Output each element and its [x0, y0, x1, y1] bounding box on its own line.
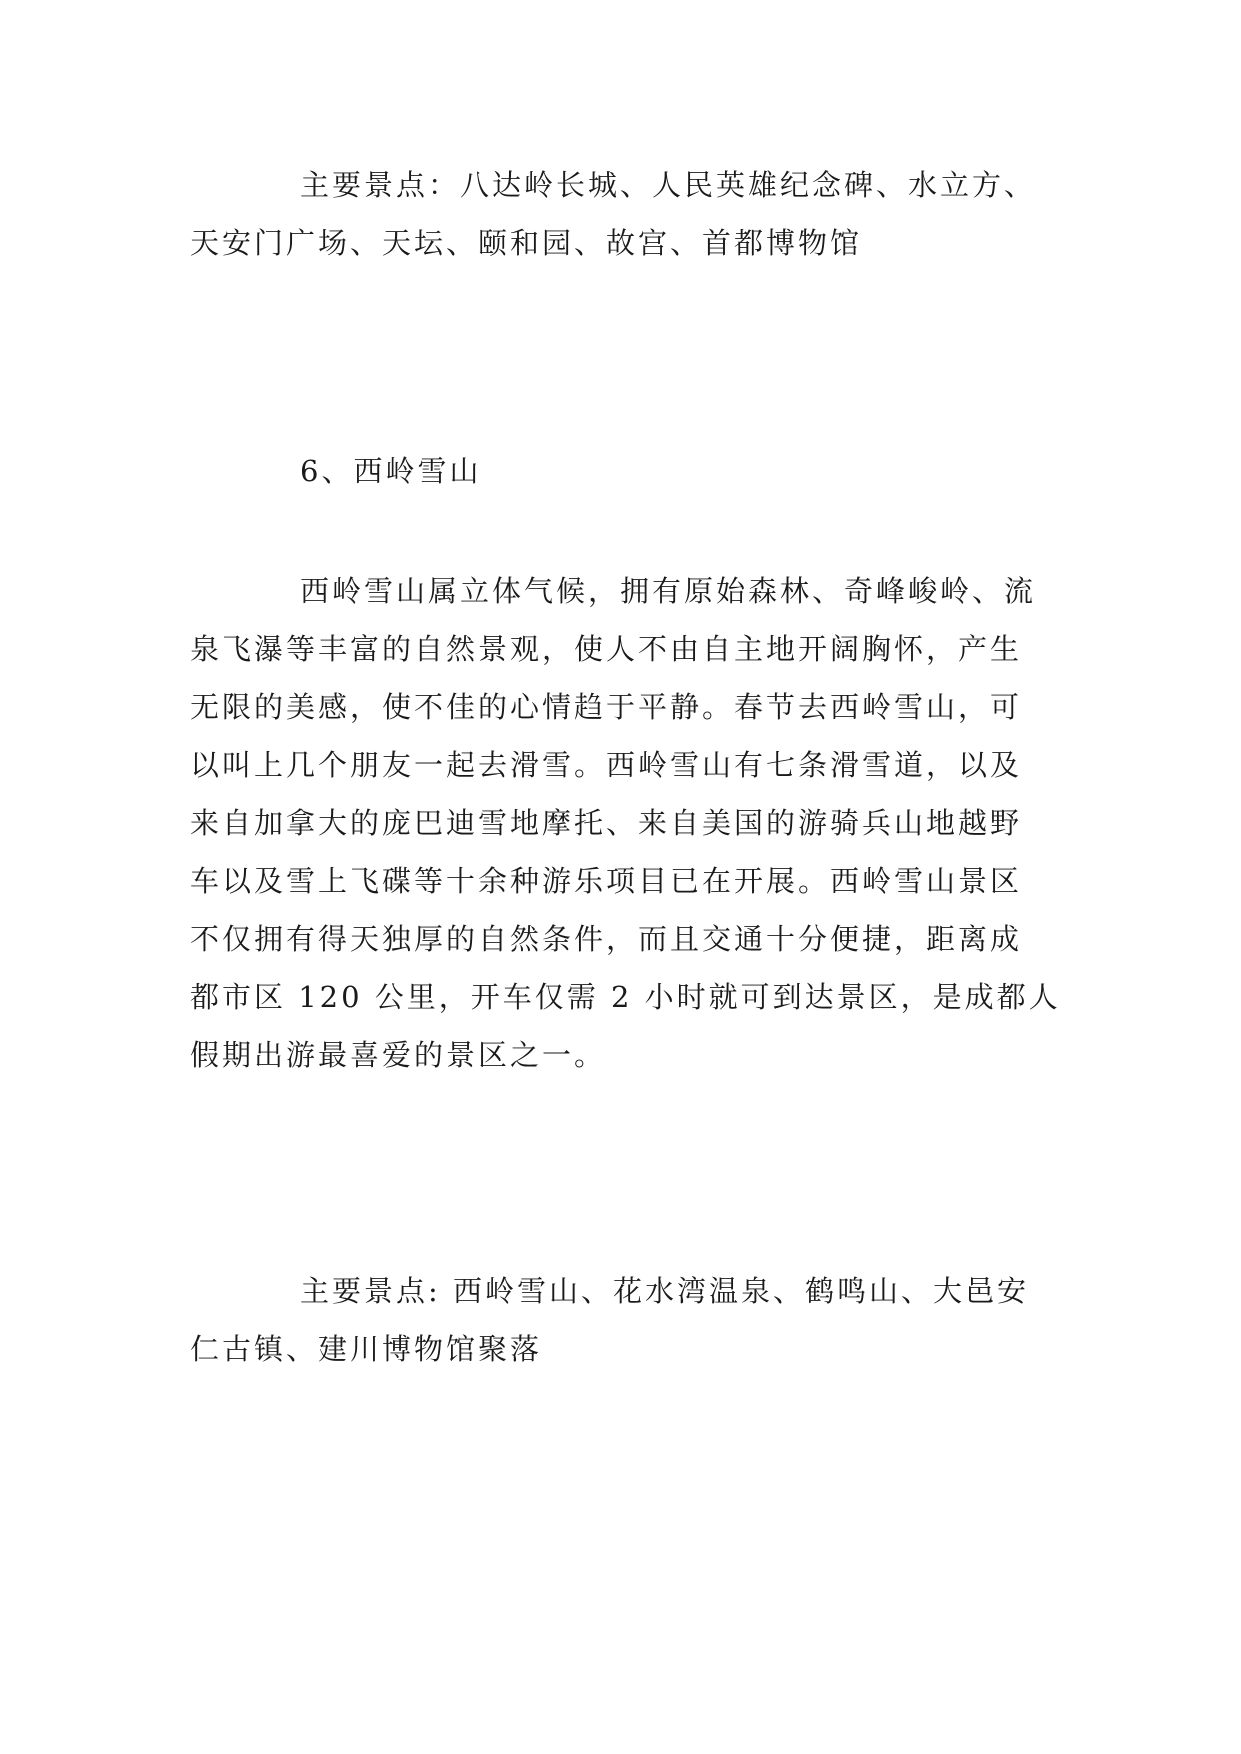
paragraph-line: 来自加拿大的庞巴迪雪地摩托、来自美国的游骑兵山地越野: [190, 806, 1023, 840]
section-heading: 6、西岭雪山: [300, 454, 482, 488]
paragraph-line: 主要景点：八达岭长城、人民英雄纪念碑、水立方、: [300, 168, 1037, 202]
paragraph-line: 无限的美感，使不佳的心情趋于平静。春节去西岭雪山，可: [190, 690, 1023, 724]
paragraph-main-attractions-xiling: [190, 1262, 1050, 1378]
paragraph-line: 西岭雪山属立体气候，拥有原始森林、奇峰峻岭、流: [300, 574, 1037, 608]
paragraph-line: 天安门广场、天坛、颐和园、故宫、首都博物馆: [190, 226, 863, 260]
paragraph-line: 泉飞瀑等丰富的自然景观，使人不由自主地开阔胸怀，产生: [190, 632, 1023, 666]
paragraph-line: 车以及雪上飞碟等十余种游乐项目已在开展。西岭雪山景区: [190, 864, 1023, 898]
paragraph-xiling-description: [190, 562, 1061, 1084]
paragraph-line: 主要景点: 西岭雪山、花水湾温泉、鹤鸣山、大邑安: [300, 1274, 1029, 1308]
paragraph-line: 假期出游最喜爱的景区之一。: [190, 1038, 607, 1072]
paragraph-line: 都市区 120 公里，开车仅需 2 小时就可到达景区，是成都人: [190, 980, 1061, 1014]
paragraph-line: 不仅拥有得天独厚的自然条件，而且交通十分便捷，距离成: [190, 922, 1023, 956]
paragraph-line: 仁古镇、建川博物馆聚落: [190, 1332, 543, 1366]
paragraph-line: 以叫上几个朋友一起去滑雪。西岭雪山有七条滑雪道，以及: [190, 748, 1023, 782]
paragraph-main-attractions-beijing: [190, 156, 1050, 272]
